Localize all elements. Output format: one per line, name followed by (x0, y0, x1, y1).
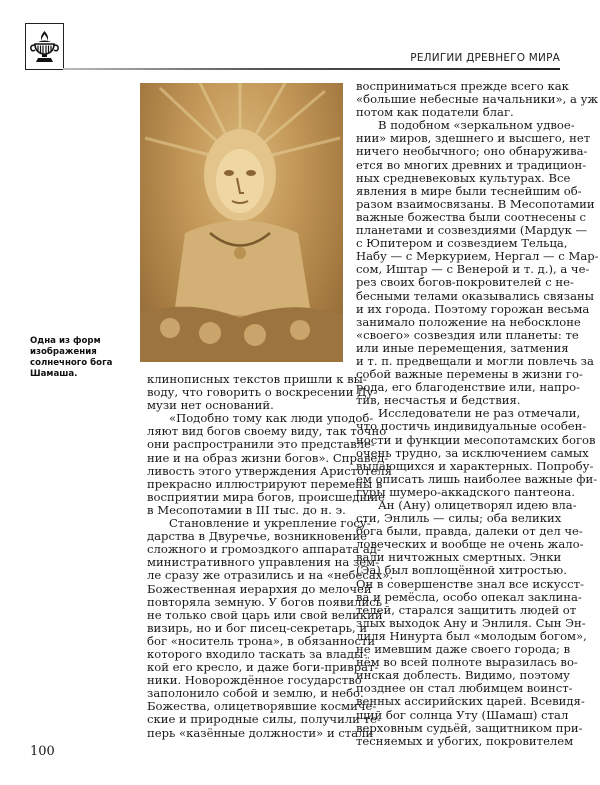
text-line: В подобном «зеркальном удвое- (378, 118, 575, 133)
text-line: не имевшим даже своего города; в (356, 642, 571, 657)
text-line: Божества, олицетворявшие космиче- (147, 699, 377, 714)
text-line: музи нет оснований. (147, 398, 274, 413)
text-line: кой его кресло, и даже боги-приврат- (147, 660, 379, 675)
text-line: они распространили это представле- (147, 437, 375, 452)
text-line: ем описать лишь наиболее важные фи- (356, 471, 598, 486)
text-line: рез своих богов-покровителей с не- (356, 275, 574, 290)
paragraph (147, 411, 393, 517)
text-line: Ан (Ану) олицетворял идею вла- (378, 498, 577, 512)
text-line: Божественная иерархия до мелочей (147, 581, 372, 596)
paragraph (147, 372, 378, 413)
text-line: сом, Иштар — с Венерой и т. д.), а че- (356, 262, 590, 277)
text-line: Он в совершенстве знал все искусст- (356, 576, 584, 591)
text-line: бог «носитель трона», в обязанности (147, 633, 376, 648)
text-line: нии» миров, здешнего и высшего, нет (356, 131, 591, 146)
text-line: ловеческих и вообще не очень жало- (356, 537, 584, 552)
text-line: повторяла земную. У богов появились (147, 594, 383, 609)
text-line: занимало положение на небосклоне (356, 314, 581, 329)
text-line: и т. п. предвещали и могли повлечь за (356, 353, 594, 368)
text-line: бога были, правда, далеки от дел че- (356, 524, 583, 539)
text-line: венных ассирийских царей. Всевидя- (356, 694, 585, 709)
text-line: ле сразу же отразились и на «небесах». (147, 568, 394, 583)
text-line: ляют вид богов своему виду, так точно (147, 424, 387, 439)
text-line: не только свой царь или свой великий (147, 607, 383, 622)
paragraph (356, 118, 599, 408)
text-line: телей, старался защитить людей от (356, 602, 577, 617)
text-line: Исследователи не раз отмечали, (378, 406, 581, 421)
text-line: которого входило таскать за влады- (147, 646, 368, 661)
text-line: бесными телами оказывались связаны (356, 288, 594, 303)
text-line: явления в мире были теснейшим об- (356, 183, 582, 198)
shamash-relief-image (140, 83, 343, 362)
text-line: ливость этого утверждения Аристотеля (147, 463, 393, 478)
paragraph (147, 516, 394, 740)
figure-caption: Одна из форм изображения солнечного бога Шамаша. (30, 336, 113, 379)
text-line: вали ничтожных смертных. Энки (356, 550, 562, 565)
text-line: щий бог солнца Уту (Шамаш) стал (356, 707, 569, 722)
text-line: ние и на образ жизни богов». Справед- (147, 450, 389, 465)
text-line: восприниматься прежде всего как (356, 79, 569, 93)
text-line: и их города. Поэтому горожан весьма (356, 301, 590, 316)
text-line: ва и ремёсла, особо опекал заклина- (356, 589, 582, 604)
text-line: злых выходок Ану и Энлиля. Сын Эн- (356, 615, 586, 630)
right-text-column (356, 79, 599, 748)
text-line: нём во всей полноте выразилась во- (356, 655, 578, 670)
paragraph (356, 498, 587, 748)
text-line: гуры шумеро-аккадского пантеона. (356, 484, 575, 499)
text-line: важные божества были соотнесены с (356, 209, 587, 224)
text-line: сложного и громоздкого аппарата ад- (147, 542, 381, 557)
paragraph (356, 406, 598, 499)
text-line: сти, Энлиль — силы; оба великих (356, 511, 562, 526)
text-line: собой важные перемены в жизни го- (356, 367, 583, 382)
text-line: Набу — с Меркурием, Нергал — с Мар- (356, 249, 599, 264)
text-line: прекрасно иллюстрируют перемены в (147, 476, 383, 491)
text-line: инская доблесть. Видимо, поэтому (356, 668, 570, 683)
text-line: ники. Новорождённое государство (147, 673, 362, 688)
text-line: или иные перемещения, затмения (356, 340, 569, 355)
running-title: РЕЛИГИИ ДРЕВНЕГО МИРА (410, 52, 560, 64)
text-line: ности и функции месопотамских богов (356, 432, 596, 447)
text-line: визирь, но и бог писец-секретарь, и (147, 620, 368, 635)
text-line: воду, что говорить о воскресении Ду- (147, 385, 378, 400)
text-line: позднее он стал любимцем воинст- (356, 681, 573, 696)
header-rule (63, 68, 560, 70)
text-line: ных средневековых культурах. Все (356, 170, 571, 185)
text-line: восприятии мира богов, происшедшие (147, 489, 385, 504)
flaming-urn-icon (29, 29, 60, 65)
text-line: ские и природные силы, получили те- (147, 712, 381, 727)
text-line: выдающихся и характерных. Попробу- (356, 458, 594, 473)
text-line: потом как податели благ. (356, 105, 514, 120)
text-line: лиля Нинурта был «молодым богом», (356, 628, 587, 643)
text-line: дарства в Двуречье, возникновение (147, 529, 367, 544)
text-line: планетами и созвездиями (Мардук — (356, 223, 588, 238)
text-line: клинописных текстов пришли к вы- (147, 372, 367, 386)
paragraph (356, 79, 599, 120)
text-line: очень трудно, за исключением самых (356, 445, 589, 460)
text-line: ничего необычного; оно обнаружива- (356, 144, 588, 159)
text-line: министративного управления на зем- (147, 555, 380, 570)
text-line: с Юпитером и созвездием Тельца, (356, 236, 568, 251)
text-line: тесняемых и убогих, покровителем (356, 733, 574, 748)
text-line: тив, несчастья и бедствия. (356, 393, 521, 408)
book-logo (25, 23, 64, 70)
left-text-column (147, 372, 394, 740)
text-line: «большие небесные начальники», а уж (356, 92, 599, 107)
text-line: заполонило собой и землю, и небо. (147, 686, 364, 701)
page-number: 100 (30, 744, 55, 759)
text-line: в Месопотамии в III тыс. до н. э. (147, 502, 346, 517)
text-line: разом взаимосвязаны. В Месопотамии (356, 196, 595, 211)
text-line: рода, его благоденствие или, напро- (356, 380, 581, 395)
text-line: «Подобно тому как люди уподоб- (169, 411, 374, 426)
text-line: Становление и укрепление госу- (169, 516, 371, 531)
text-line: верховным судьёй, защитником при- (356, 720, 583, 735)
text-line: перь «казённые должности» и стали (147, 725, 374, 740)
text-line: «своего» созвездия или планеты: те (356, 327, 579, 342)
text-line: что постичь индивидуальные особен- (356, 419, 587, 434)
text-line: ется во многих древних и традицион- (356, 157, 587, 172)
text-line: (Эа) был воплощённой хитростью. (356, 563, 567, 578)
